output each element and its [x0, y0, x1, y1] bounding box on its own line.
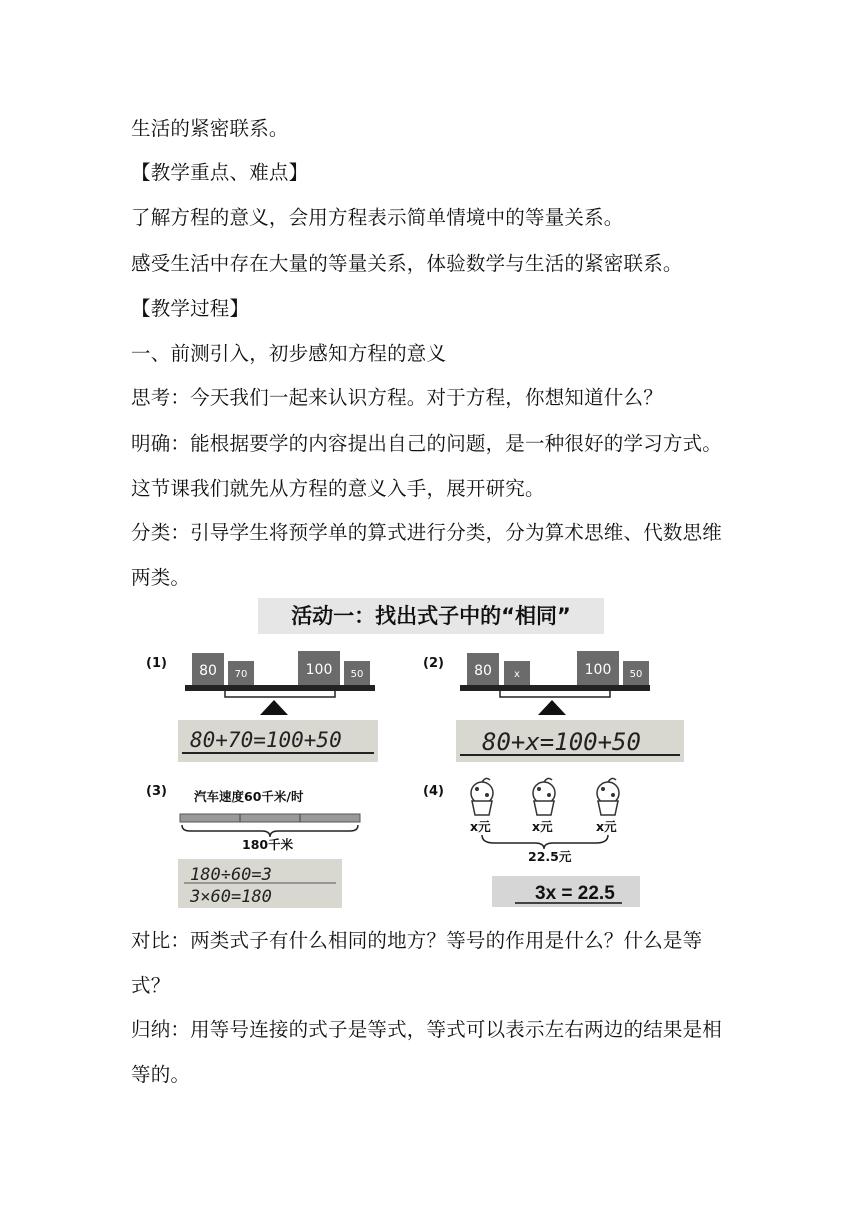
- scale-fulcrum: [260, 700, 288, 715]
- paragraph: 了解方程的意义，会用方程表示简单情境中的等量关系。: [131, 206, 624, 229]
- weight-label: x: [514, 669, 520, 680]
- subsection-heading: 一、前测引入，初步感知方程的意义: [131, 342, 447, 365]
- distance-brace: [182, 825, 358, 837]
- distance-bar: [180, 814, 360, 837]
- panel4-number: (4): [423, 784, 444, 799]
- weight-label: 80: [199, 663, 217, 679]
- handwritten-equation: 80+x=100+50: [482, 728, 641, 756]
- scale-arm: [500, 691, 610, 697]
- panel2-number: (2): [423, 656, 444, 671]
- handwritten-equation: 80+70=100+50: [190, 728, 342, 752]
- scale-fulcrum: [538, 700, 566, 715]
- paragraph: 分类：引导学生将预学单的算式进行分类，分为算术思维、代数思维: [131, 521, 723, 544]
- scale-beam: [185, 685, 375, 691]
- paragraph: 思考：今天我们一起来认识方程。对于方程，你想知道什么？: [131, 386, 663, 409]
- panel1-number: (1): [146, 656, 167, 671]
- handwriting-card-2: [456, 720, 684, 762]
- balance-scale-1: [185, 651, 375, 715]
- section-heading: 【教学过程】: [131, 297, 250, 320]
- scale-beam: [460, 685, 650, 691]
- paragraph: 两类。: [131, 566, 191, 589]
- paragraph: 生活的紧密联系。: [131, 117, 289, 140]
- handwriting-card-1: [178, 720, 378, 762]
- cupcake-icon: [471, 778, 493, 815]
- scale-arm: [225, 691, 335, 697]
- weight-label: 70: [234, 669, 248, 680]
- weight-label: 50: [629, 669, 643, 680]
- cupcake-icon: [533, 778, 555, 815]
- speed-label: 汽车速度60千米/时: [194, 789, 304, 804]
- paragraph: 感受生活中存在大量的等量关系，体验数学与生活的紧密联系。: [131, 252, 683, 275]
- paragraph: 这节课我们就先从方程的意义入手，展开研究。: [131, 477, 545, 500]
- activity-figure: [130, 595, 730, 915]
- equation-card: [492, 876, 640, 907]
- weight-label: 100: [305, 662, 333, 678]
- distance-segment-bar: [180, 814, 360, 822]
- cupcake-icon: [597, 778, 619, 815]
- paragraph: 式？: [131, 974, 171, 997]
- price-label: x元: [470, 819, 491, 834]
- paragraph: 等的。: [131, 1063, 191, 1086]
- handwritten-line-1: 180÷60=3: [190, 865, 272, 885]
- paragraph: 对比：两类式子有什么相同的地方？等号的作用是什么？什么是等: [131, 929, 703, 952]
- weight-label: 50: [350, 669, 364, 680]
- figure-graphic: [130, 595, 730, 915]
- panel3-number: (3): [146, 784, 167, 799]
- total-brace: [482, 835, 608, 849]
- paragraph: 归纳：用等号连接的式子是等式，等式可以表示左右两边的结果是相: [131, 1018, 723, 1041]
- price-label: x元: [532, 819, 553, 834]
- section-heading: 【教学重点、难点】: [131, 161, 309, 184]
- paragraph: 明确：能根据要学的内容提出自己的问题，是一种很好的学习方式。: [131, 432, 723, 455]
- figure-title: 活动一：找出式子中的“相同”: [258, 598, 604, 634]
- weight-label: 100: [584, 662, 612, 678]
- weight-label: 80: [474, 663, 492, 679]
- typed-equation: 3x = 22.5: [535, 883, 615, 904]
- distance-label: 180千米: [242, 837, 294, 852]
- handwritten-line-2: 3×60=180: [190, 887, 272, 907]
- handwriting-card-3: [178, 859, 342, 908]
- balance-scale-2: [460, 651, 650, 715]
- price-label: x元: [596, 819, 617, 834]
- total-label: 22.5元: [528, 849, 572, 864]
